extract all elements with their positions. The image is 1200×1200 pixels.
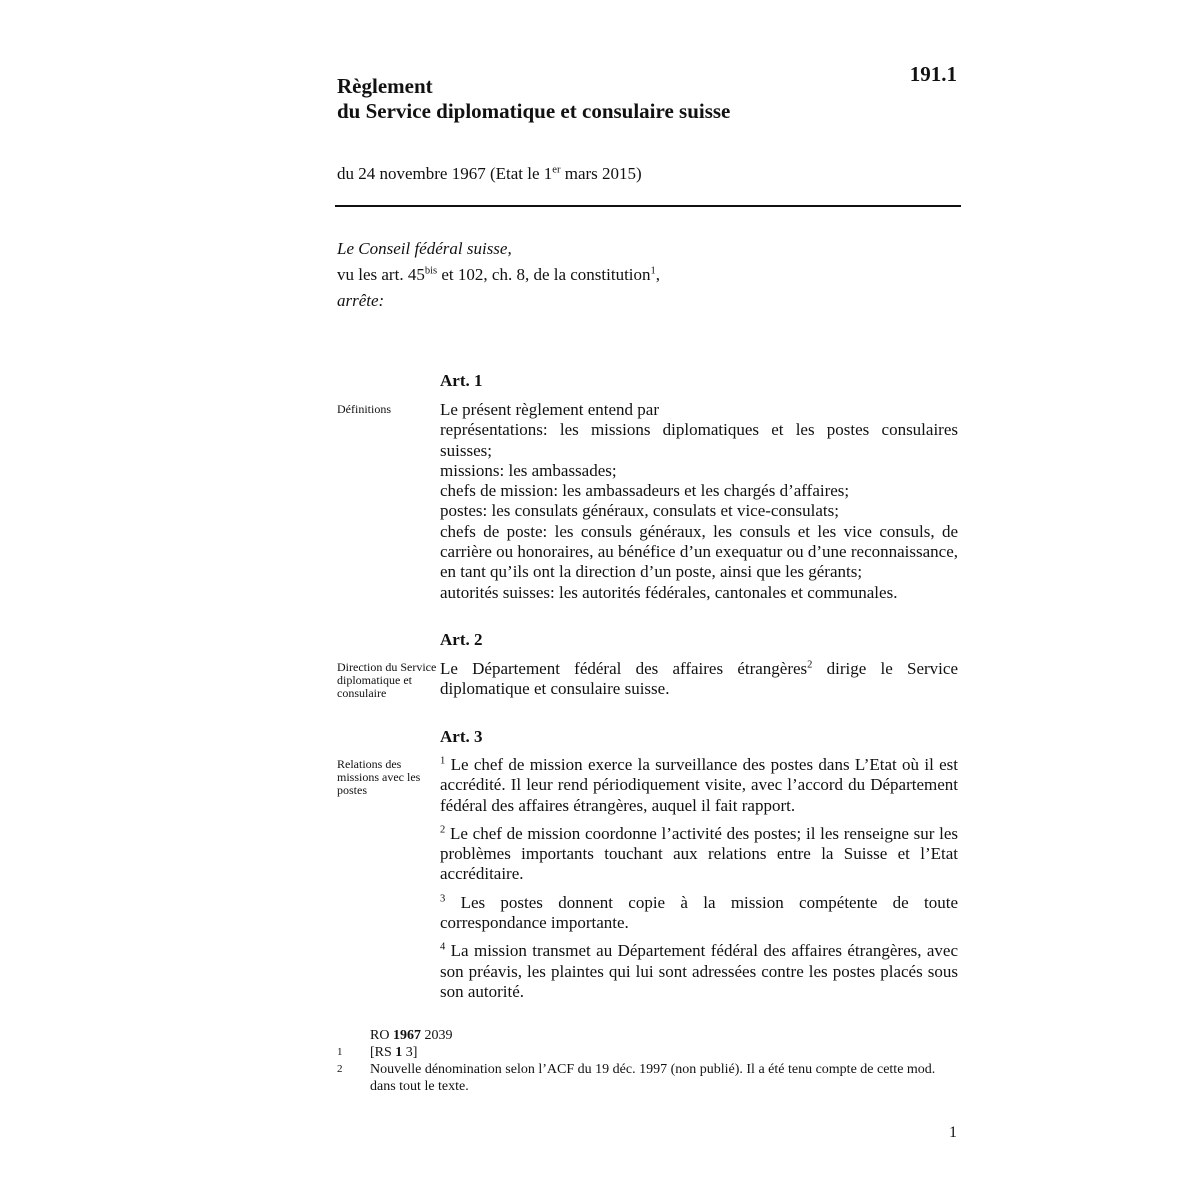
title-line-1: Règlement [337,74,433,98]
article-2-heading: Art. 2 [440,630,483,649]
article-2-margin-note: Direction du Service diplomatique et consulaire [337,660,437,700]
date-line [337,164,642,184]
article-3-body [440,755,958,1002]
preamble-decree: arrête: [337,291,385,310]
date-sup: er [552,164,561,176]
article-1-heading: Art. 1 [440,371,483,390]
basis-mid: et 102, ch. 8, de la constitution [437,265,651,284]
sr-number: 191.1 [909,62,957,86]
article-3-paragraph [440,755,958,816]
ro-prefix: RO [370,1028,393,1043]
document-title [337,74,857,124]
footnotes [337,1027,957,1095]
footnote-1-bold: 1 [395,1045,403,1060]
article-2-text-before: Le Département fédéral des affaires étrangères [440,659,808,678]
ro-reference [337,1027,957,1044]
article-1-line: Le présent règlement entend par [440,400,660,419]
paragraph-number: 1 [440,755,446,767]
article-3-heading: Art. 3 [440,727,483,746]
paragraph-number: 4 [440,941,446,953]
header-divider [335,205,961,207]
footnote-2 [337,1061,957,1095]
article-1-margin-note: Définitions [337,402,391,416]
basis-prefix: vu les art. 45 [337,265,425,284]
preamble-authority: Le Conseil fédéral suisse, [337,239,512,258]
article-3-paragraph [440,824,958,885]
article-1-body [440,400,958,603]
footnote-ref-2: 2 [807,659,813,671]
footnote-1-suffix: 3] [402,1045,418,1060]
footnote-1-prefix: [RS [370,1045,396,1060]
paragraph-text: Le chef de mission coordonne l’activité des postes; il les renseigne sur les problèmes importants touchant aux relations entre la Suisse et l’Etat accréditaire. [440,823,959,884]
article-3-paragraph [440,893,958,934]
article-2-paragraph [440,659,958,700]
article-3-margin-note: Relations des missions avec les postes [337,757,421,797]
date-suffix: mars 2015) [560,164,642,183]
footnote-number: 1 [337,1046,343,1058]
page-number: 1 [949,1124,957,1141]
article-1-line: chefs de poste: les consuls généraux, les consuls et les vice consuls, de carrière ou honoraires, au bénéfice d’un exequatur ou d’une reconnaissance, en tant qu’ils ont la direction d’un poste, ainsi que les gérants; [440,521,958,582]
paragraph-number: 2 [440,824,446,836]
article-1-line: postes: les consulats généraux, consulats et vice-consulats; [440,501,839,521]
article-1-line: chefs de mission: les ambassadeurs et les chargés d’affaires; [440,481,850,501]
preamble [337,236,660,314]
footnote-2-text: Nouvelle dénomination selon l’ACF du 19 déc. 1997 (non publié). Il a été tenu compte de cette mod. dans tout le texte. [370,1062,936,1094]
paragraph-text: Le chef de mission exerce la surveillance des postes dans L’Etat où il est accrédité. Il leur rend périodiquement visite, avec l’accord du Département fédéral des affaires étrangères, auquel il fait rapport. [440,755,958,815]
footnote-1 [337,1044,957,1061]
article-1-line: représentations: les missions diplomatiques et les postes consulaires suisses; [440,420,958,460]
paragraph-text: La mission transmet au Département fédéral des affaires étrangères, avec son préavis, les plaintes qui lui sont adressées contre les postes placés sous son autorité. [440,941,958,1001]
article-2-body [440,659,958,700]
footnote-number: 2 [337,1063,343,1075]
article-1-line: missions: les ambassades; [440,460,617,480]
footnote-ref-1: 1 [650,265,656,277]
preamble-basis [337,262,660,288]
basis-suffix: , [655,265,661,284]
article-3-paragraph [440,941,958,1002]
article-1-line: autorités suisses: les autorités fédérales, cantonales et communales. [440,582,898,602]
article-2-text-after: dirige le Service diplomatique et consulaire suisse. [440,659,958,699]
basis-sup: bis [424,265,438,277]
ro-year: 1967 [392,1028,421,1043]
date-prefix: du 24 novembre 1967 (Etat le 1 [337,164,553,183]
title-line-2: du Service diplomatique et consulaire suisse [337,99,731,123]
paragraph-number: 3 [440,893,446,905]
paragraph-text: Les postes donnent copie à la mission compétente de toute correspondance importante. [440,892,959,933]
ro-page: 2039 [420,1028,453,1043]
